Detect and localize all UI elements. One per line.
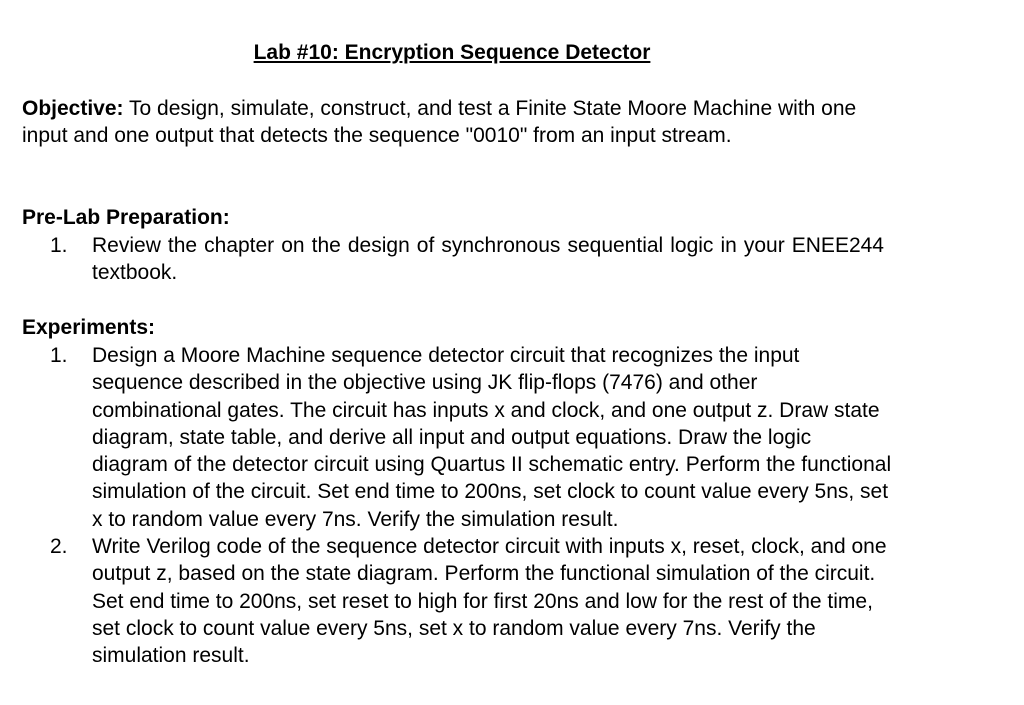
objective-paragraph (22, 95, 902, 150)
objective-text: To design, simulate, construct, and test a Finite State Moore Machine with one input and one output that detects the sequence "0010" from an input stream. (22, 97, 857, 148)
prelab-list (0, 232, 900, 287)
list-item-text: Design a Moore Machine sequence detector circuit that recognizes the input sequence described in the objective using JK flip-flops (7476) and other combinational gates. The circuit has inputs x and clock, and one output z. Draw state diagram, state table, and derive all input and output equations. Draw the logic diagram of the detector circuit using Quartus II schematic entry. Perform the functional simulation of the circuit. Set end time to 200ns, set clock to count value every 5ns, set x to random value every 7ns. Verify the simulation result. (92, 344, 892, 531)
list-item-number: 2. (50, 535, 68, 559)
list-item (0, 342, 892, 533)
experiments-list (0, 342, 900, 670)
page-title: Lab #10: Encryption Sequence Detector (253, 41, 651, 64)
list-item-text: Review the chapter on the design of synchronous sequential logic in your ENEE244 textbook. (92, 234, 884, 285)
objective-label: Objective: (22, 97, 124, 120)
experiments-heading: Experiments: (22, 316, 156, 339)
list-item-text: Write Verilog code of the sequence detector circuit with inputs x, reset, clock, and one output z, based on the state diagram. Perform the functional simulation of the circuit. Set end time to 200ns, set reset to high for first 20ns and low for the rest of the time, set clock to count value every 5ns, set x to random value every 7ns. Verify the simulation result. (92, 535, 887, 668)
list-item (0, 533, 892, 669)
list-item-number: 1. (50, 344, 68, 367)
list-item (0, 232, 884, 287)
list-item-number: 1. (50, 234, 68, 257)
prelab-heading: Pre-Lab Preparation: (22, 206, 230, 229)
